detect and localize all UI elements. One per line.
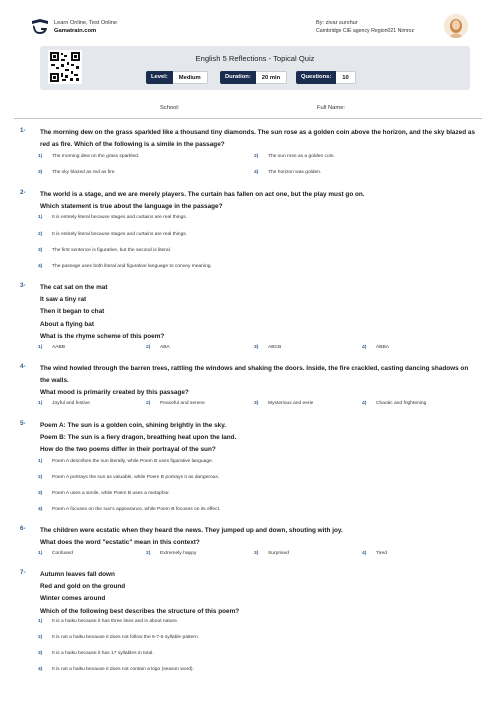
option-text: Surprised [268,551,289,556]
option-label: 3) [254,345,259,350]
question-number: 2- [20,189,26,196]
questions-label: Questions: [296,71,336,84]
questions-value: 10 [336,71,355,84]
option-text: It is not a haiku because it does not contain a kigo (season word). [52,667,194,672]
option-text: ABCB [268,345,282,350]
divider [14,118,482,119]
duration-value: 20 min [256,71,287,84]
option-label: 1) [38,459,43,464]
option-label: 1) [38,619,43,624]
question-number: 1- [20,127,26,134]
option-text: Poem A portrays the sun as valuable, while Poem B portrays it as dangerous. [52,475,220,480]
option-label: 3) [38,248,43,253]
option-label: 4) [38,264,43,269]
option-text: Mysterious and eerie [268,401,314,406]
question-text: The children were ecstatic when they heard the news. They jumped up and down, shouting with joy. What does the word "ecstatic" mean in this context? [40,527,343,547]
option-label: 4) [38,667,43,672]
option-label: 2) [254,154,259,159]
option-label: 4) [254,170,259,175]
option-label: 3) [38,651,43,656]
question-text: The world is a stage, and we are merely players. The curtain has fallen on act one, but the play must go on. Which statement is true about the language in the passage? [40,191,365,211]
option-text: Poem A uses a simile, while Poem B uses a metaphor. [52,491,170,496]
quiz-info-panel [40,46,470,90]
option-label: 3) [38,491,43,496]
option-label: 4) [362,345,367,350]
option-text: The horizon was golden. [268,170,322,175]
option-text: The sun rose as a golden coin. [268,154,335,159]
author-name: By: zivar surshur [316,20,358,26]
option-label: 2) [146,401,151,406]
option-label: 1) [38,551,43,556]
brand-tagline: Learn Online, Test Online [54,20,118,26]
option-label: 4) [38,507,43,512]
question-text: The morning dew on the grass sparkled like a thousand tiny diamonds. The sun rose as a golden coin above the horizon, and the sky blazed as red as fire. Which of the following is a simile in the passage? [40,129,476,149]
gamatrain-logo-icon [30,18,50,36]
option-label: 4) [362,401,367,406]
option-label: 3) [254,551,259,556]
option-text: Tired [376,551,387,556]
option-text: Extremely happy [160,551,197,556]
option-label: 1) [38,345,43,350]
option-label: 1) [38,154,43,159]
question-number: 5- [20,420,26,427]
option-text: AABB [52,345,66,350]
duration-chip [220,71,287,84]
page-header [30,14,468,46]
level-value: Medium [173,71,208,84]
option-text: It is a haiku because it has 17 syllables in total. [52,651,154,656]
option-text: It is a haiku because it has three lines and is about nature. [52,619,179,624]
option-text: The first sentence is figurative, but the second is literal. [52,248,172,253]
option-text: It is entirely literal because stages and curtains are real things. [52,232,188,237]
option-label: 2) [146,551,151,556]
question-text: The cat sat on the mat It saw a tiny rat Then it began to chat About a flying bat What is the rhyme scheme of this poem? [40,284,165,340]
option-text: ABA [160,345,170,350]
option-label: 1) [38,401,43,406]
question-number: 6- [20,525,26,532]
question-text: The wind howled through the barren trees, rattling the windows and shaking the doors. Inside, the fire crackled, casting dancing shadows on the walls. What mood is primarily created by this passage? [40,365,469,397]
level-label: Level: [146,71,173,84]
author-organization: Cambridge CIE agency Region021 Nimroz [316,28,415,34]
option-label: 2) [146,345,151,350]
option-text: Joyful and festive [52,401,90,406]
option-text: Chaotic and frightening [376,401,427,406]
option-text: Poem A describes the sun literally, while Poem B uses figurative language. [52,459,214,464]
option-text: ABBA [376,345,390,350]
option-text: Confused [52,551,73,556]
option-text: The morning dew on the grass sparkled. [52,154,140,159]
quiz-title: English 5 Reflections - Topical Quiz [195,54,315,63]
option-text: It is not a haiku because it does not follow the 5-7-5 syllable pattern. [52,635,200,640]
option-label: 3) [254,401,259,406]
option-label: 2) [38,232,43,237]
option-label: 4) [362,551,367,556]
option-text: Poem A focuses on the sun's appearance, while Poem B focuses on its effect. [52,507,221,512]
questions-chip [296,71,356,84]
option-label: 2) [38,635,43,640]
brand-site: Gamatrain.com [54,28,97,34]
question-number: 7- [20,569,26,576]
fullname-label: Full Name: [317,105,346,111]
question-text: Autumn leaves fall down Red and gold on the ground Winter comes around Which of the following best describes the structure of this poem? [40,571,240,615]
avatar-portrait-icon [444,14,468,38]
option-label: 1) [38,215,43,220]
duration-label: Duration: [220,71,256,84]
option-text: It is entirely literal because stages and curtains are real things. [52,215,188,220]
avatar [444,14,468,38]
school-label: School: [160,105,180,111]
option-label: 3) [38,170,43,175]
option-label: 2) [38,475,43,480]
option-text: The passage uses both literal and figurative language to convey meaning. [52,264,212,269]
question-number: 4- [20,363,26,370]
level-chip [146,71,208,84]
question-text: Poem A: The sun is a golden coin, shining brightly in the sky. Poem B: The sun is a fiery dragon, breathing heat upon the land. How do the two poems differ in their portrayal of the sun? [40,422,237,454]
option-text: Peaceful and serene [160,401,205,406]
question-number: 3- [20,282,26,289]
option-text: The sky blazed as red as fire. [52,170,116,175]
